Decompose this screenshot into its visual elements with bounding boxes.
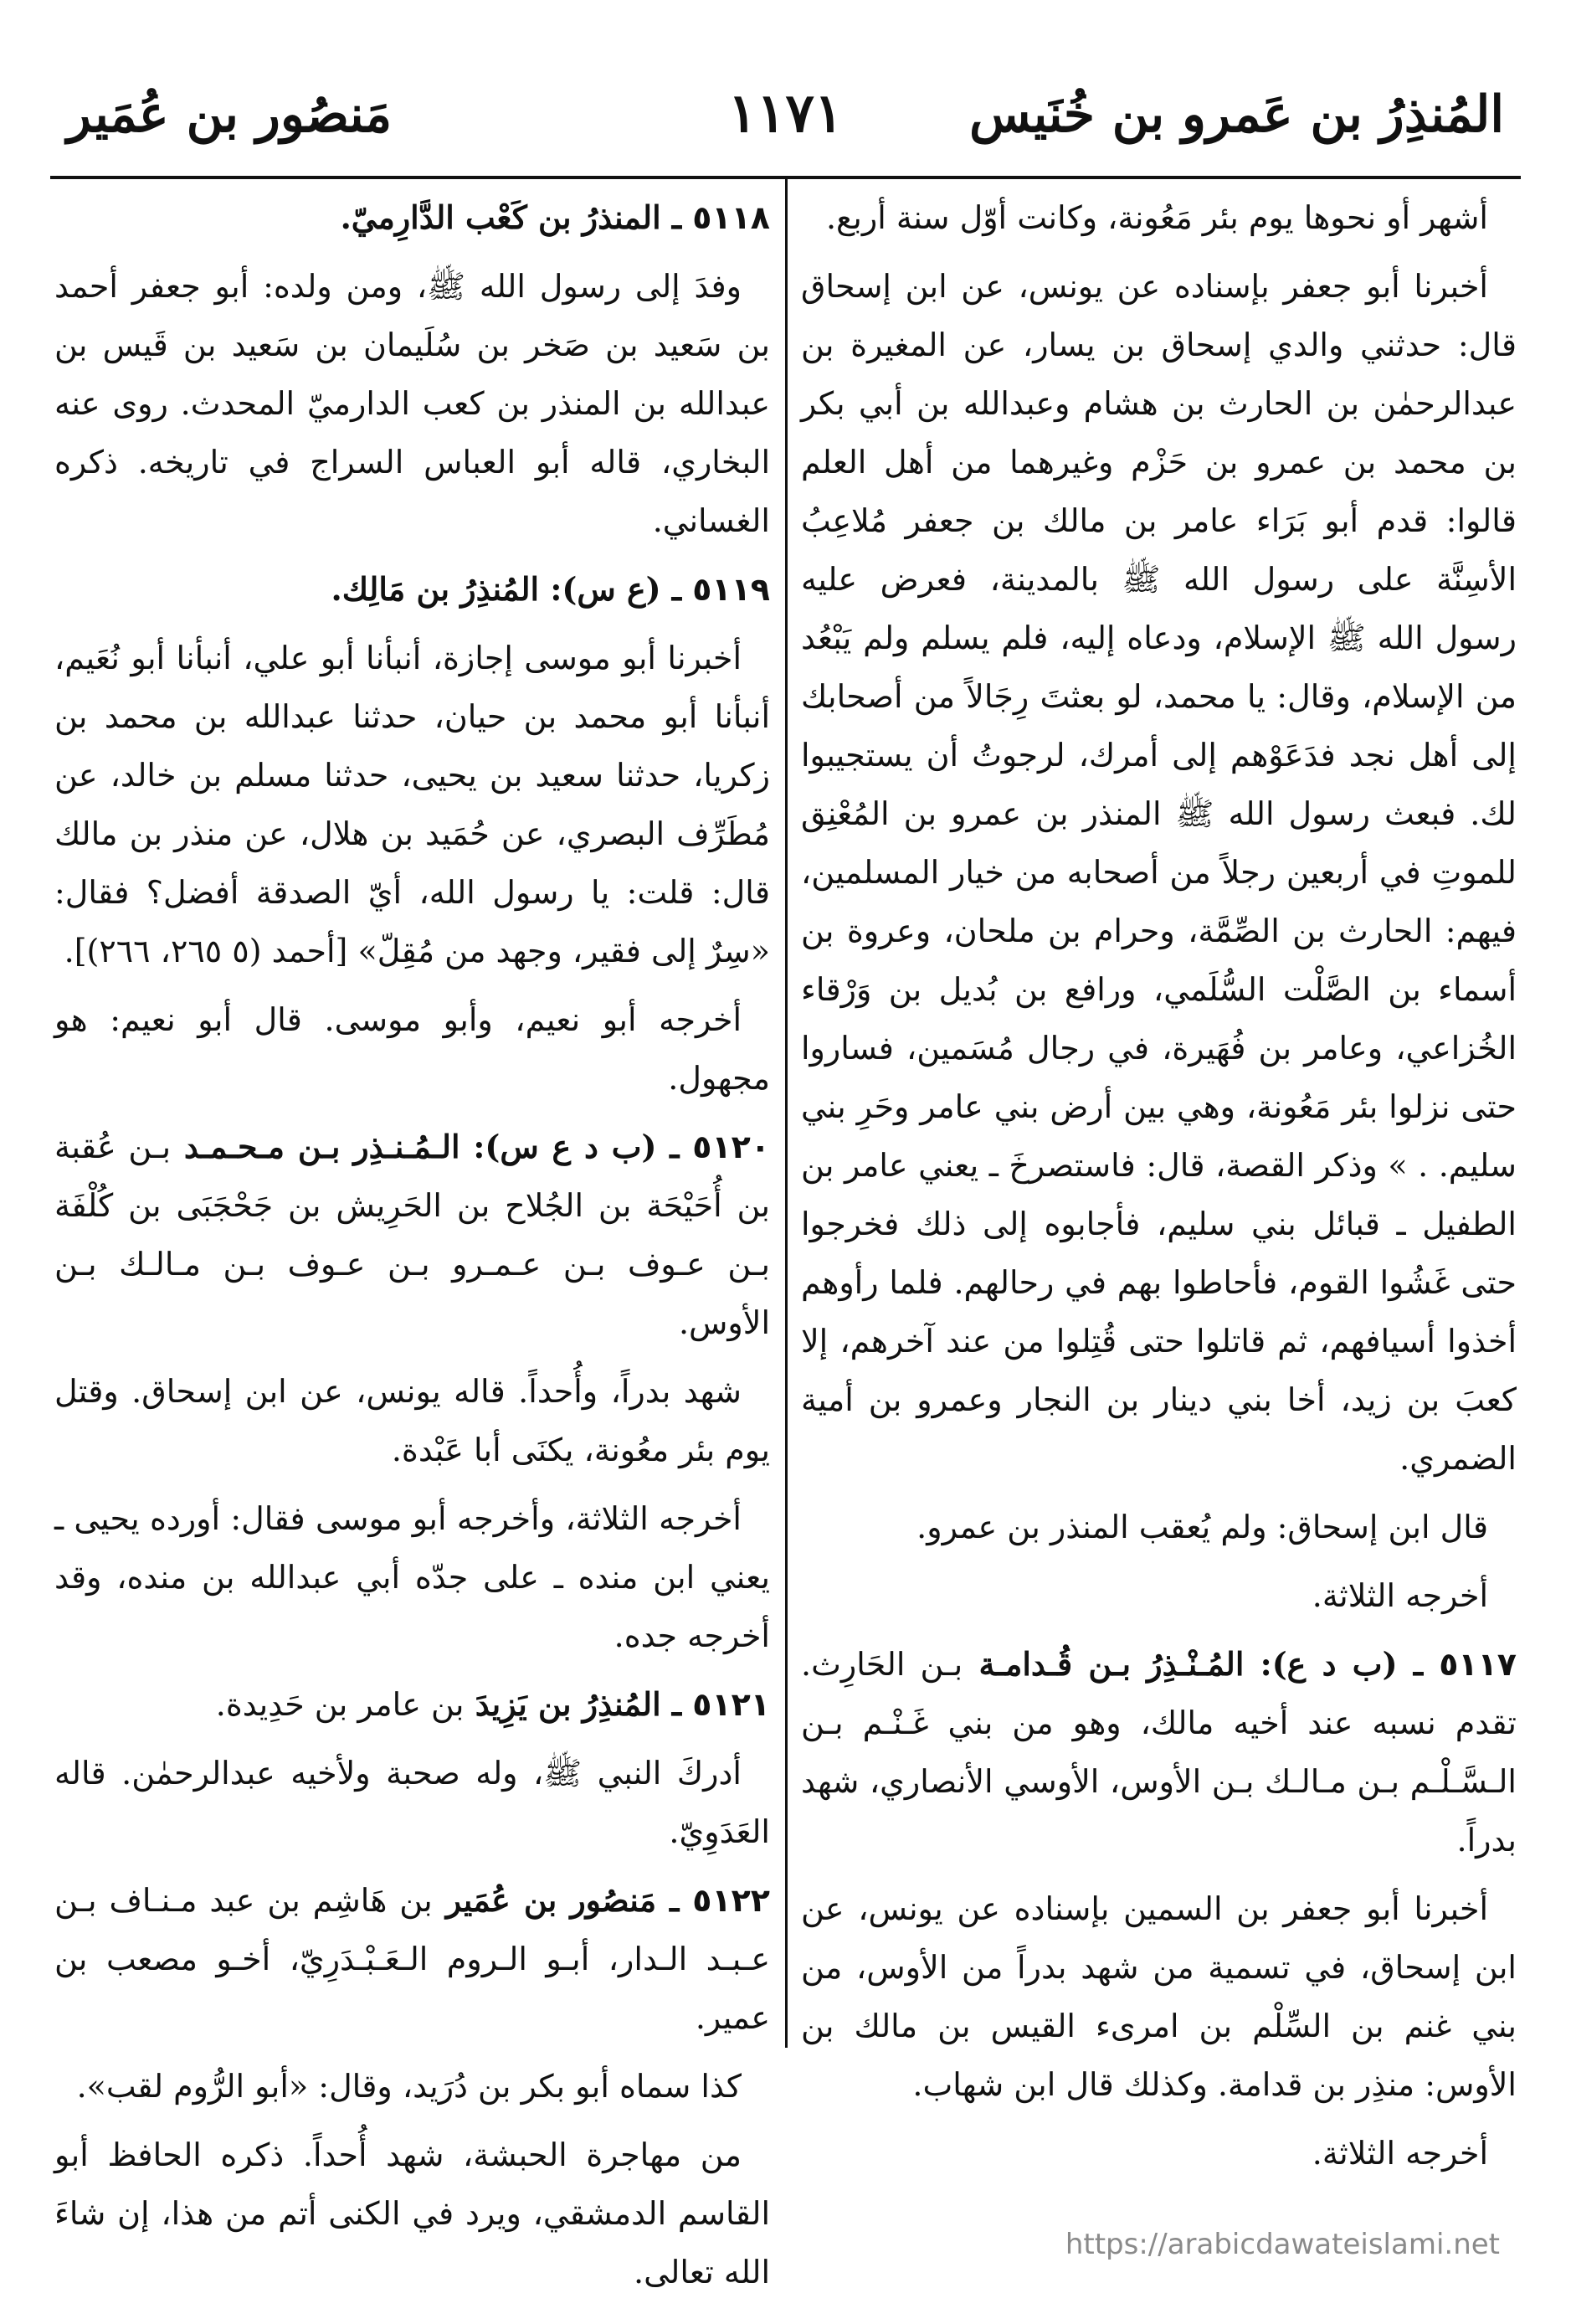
entry-number: ٥١١٨ (692, 199, 770, 236)
body-paragraph: أخبرنا أبو موسى إجازة، أنبأنا أبو علي، أنبأنا أبو نُعَيم، أنبأنا أبو محمد بن حيان، حدثنا عبدالله بن محمد بن زكريا، حدثنا سعيد بن يحيى، حدثنا مسلم بن خالد، عن مُطَرِّف البصري، عن حُمَيد بن هلال، عن منذر بن مالك قال: قلت: يا رسول الله، أيّ الصدقة أفضل؟ فقال: «سِرٌ إلى فقير، وجهد من مُقِلّ» [أحمد (٥ ٢٦٥، ٢٦٦)]. (54, 640, 770, 969)
entry-title: ـ (ع س): المُنذِرُ بن مَالِك. (331, 570, 693, 608)
body-paragraph: وفدَ إلى رسول الله ﷺ، ومن ولده: أبو جعفر أحمد بن سَعيد بن صَخر بن سُلَيمان بن سَعيد بن قَيس بن عبدالله بن المنذر بن كعب الدارميّ المحدث. روى عنه البخاري، قاله أبو العباس السراج في تاريخه. ذكره الغساني. (54, 268, 770, 539)
entry-title: ـ (ب د ع): المُـنْـذِرُ بـن قُـدامـة (963, 1645, 1440, 1683)
body-paragraph: أخرجه الثلاثة. (1312, 1577, 1488, 1614)
entry-paragraph (54, 1118, 770, 1352)
body-paragraph: قال ابن إسحاق: ولم يُعقب المنذر بن عمرو. (916, 1509, 1488, 1545)
body-paragraph: أدركَ النبي ﷺ، وله صحبة ولأخيه عبدالرحمٰن. قاله العَدَوِيّ. (54, 1755, 770, 1850)
entry-title: ـ المنذرُ بن كَعْب الدَّارِميّ. (340, 198, 693, 236)
running-header (50, 77, 1521, 169)
header-right-title: المُنذِرُ بن عَمرو بن خُنَيس (969, 85, 1504, 144)
body-paragraph: أخرجه الثلاثة. (1312, 2135, 1488, 2172)
entry-paragraph (54, 188, 770, 247)
entry-number: ٥١٢٠ (692, 1129, 770, 1165)
header-left-title: مَنصُور بن عُمَير (67, 85, 393, 144)
entry-text: بن هَاشِم بن عبد مـنـاف بـن عـبـد الـدار، أبـو الـروم الـعَـبْـدَرِيّ، أخـو مصعب بن عمير. (54, 1882, 770, 2036)
entry-number: ٥١١٩ (692, 571, 770, 608)
entry-number: ٥١٢٢ (692, 1882, 770, 1919)
body-paragraph: أخبرنا أبو جعفر بن السمين بإسناده عن يونس، عن ابن إسحاق، في تسمية من شهد بدراً من الأوس، من بني غنم بن السِّلْم بن امرىء القيس بن مالك بن الأوس: منذِر بن قدامة. وكذلك قال ابن شهاب. (801, 1890, 1517, 2103)
left-column (54, 188, 770, 2311)
entry-number: ٥١٢١ (692, 1686, 770, 1723)
entry-paragraph (54, 1675, 770, 1734)
body-paragraph: أشهر أو نحوها يوم بئر مَعُونة، وكانت أوّل سنة أربع. (825, 199, 1488, 236)
body-paragraph: أخبرنا أبو جعفر بإسناده عن يونس، عن ابن إسحاق قال: حدثني والدي إسحاق بن يسار، عن المغيرة بن عبدالرحمٰن بن الحارث بن هشام وعبدالله بن أبي بكر بن محمد بن عمرو بن حَزْم وغيرهما من أهل العلم قالوا: قدم أبو بَرَاء عامر بن مالك بن جعفر مُلاعِبُ الأسِنَّة على رسول الله ﷺ بالمدينة، فعرض عليه رسول الله ﷺ الإسلام، ودعاه إليه، فلم يسلم ولم يَبْعُد من الإسلام، وقال: يا محمد، لو بعثتَ رِجَالاً من أصحابك إلى أهل نجد فدَعَوْهم إلى أمرك، لرجوتُ أن يستجيبوا لك. فبعث رسول الله ﷺ المنذر بن عمرو بن المُعْنِق للموتِ في أربعين رجلاً من أصحابه من خيار المسلمين، فيهم: الحارث بن الصِّمَّة، وحرام بن ملحان، وعروة بن أسماء بن الصَّلْت السُّلَمي، ورافع بن بُديل بن وَرْقاء الخُزاعي، وعامر بن فُهَيرة، في رجال مُسَمين، فساروا حتى نزلوا بئر مَعُونة، وهي بين أرض بني عامر وحَرِ بني سليم. . » وذكر القصة، قال: فاستصرخَ ـ يعني عامر بن الطفيل ـ قبائل بني سليم، فأجابوه إلى ذلك فخرجوا حتى غَشُوا القوم، فأحاطوا بهم في رحالهم. فلما رأوهم أخذوا أسيافهم، ثم قاتلوا حتى قُتِلوا من عند آخرهم، إلا كعبَ بن زيد، أخا بني دينار بن النجار وعمرو بن أمية الضمري. (801, 268, 1517, 1477)
entry-paragraph (54, 1871, 770, 2047)
entry-number: ٥١١٧ (1439, 1646, 1517, 1683)
entry-title: ـ مَنصُور بن عُمَير (432, 1881, 693, 1919)
entry-text: بـن الحَارِث. تقدم نسبه عند أخيه مالك، وهو من بني غَـنْـم بـن الـسَّـلْـم بـن مـالـك بـن الأوس، الأوسي الأنصاري، شهد بدراً. (801, 1646, 1517, 1859)
right-column (801, 188, 1517, 2193)
page-number: ١١٧١ (727, 82, 844, 145)
entry-paragraph (54, 560, 770, 619)
body-paragraph: أخرجه الثلاثة، وأخرجه أبو موسى فقال: أورده يحيى ـ يعني ابن منده ـ على جدّه أبي عبدالله بن منده، وقد أخرجه جده. (54, 1500, 770, 1654)
entry-paragraph (801, 1635, 1517, 1869)
column-divider (785, 179, 788, 2048)
watermark-url: https://arabicdawateislami.net (1065, 2228, 1500, 2261)
body-paragraph: كذا سماه أبو بكر بن دُرَيد، وقال: «أبو الرُّوم لقب». (76, 2068, 742, 2105)
entry-title: ـ المُنذِرُ بن يَزِيدَ (464, 1685, 693, 1723)
entry-text: بن عامر بن حَدِيدة. (215, 1686, 465, 1723)
body-paragraph: شهد بدراً، وأُحداً. قاله يونس، عن ابن إسحاق. وقتل يوم بئر معُونة، يكنَى أبا عَبْدة. (54, 1373, 770, 1468)
entry-text: بـن عُقبة بن أُحَيْحَة بن الجُلاح بن الحَرِيش بن جَحْجَبَى بن كُلْفَة بـن عـوف بـن عـمـرو بـن عـوف بـن مـالـك بـن الأوس. (54, 1129, 770, 1341)
entry-title: ـ (ب د ع س): الـمُـنـذِر بـن مـحـمـد (171, 1128, 693, 1165)
body-paragraph: أخرجه أبو نعيم، وأبو موسى. قال أبو نعيم: هو مجهول. (54, 1001, 770, 1097)
body-paragraph: من مهاجرة الحبشة، شهد أُحداً. ذكره الحافظ أبو القاسم الدمشقي، ويرد في الكنى أتم من هذا، إن شاءَ الله تعالى. (54, 2136, 770, 2291)
